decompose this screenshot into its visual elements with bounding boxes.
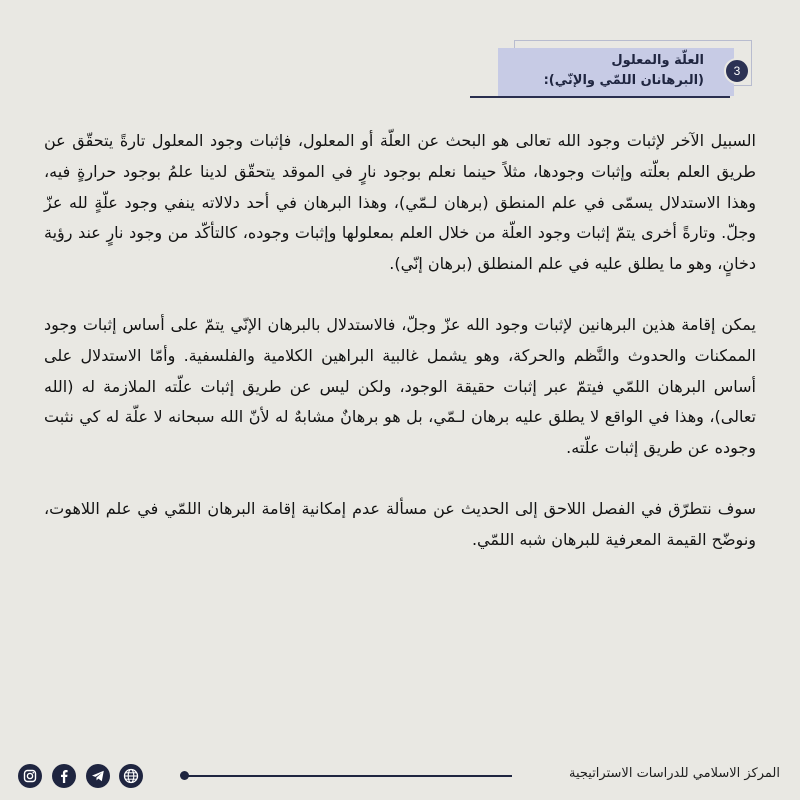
- footer-divider: [186, 775, 512, 777]
- globe-icon[interactable]: [119, 764, 143, 788]
- paragraph-1: السبيل الآخر لإثبات وجود الله تعالى هو البحث عن العلّة أو المعلول، فإثبات وجود المعلول تارةً يتحقّق عن طريق العلم بعلّته وإثبات وجودها، مثلاً حينما نعلم بوجود نارٍ في الموقد يتحقّق لدينا علمُ بوجود حرارةٍ فيه، وهذا الاستدلال يسمّى في علم المنطق (برهان لـمّي)، وهذا البرهان في أحد دلالاته ينفي وجود علّةٍ لله عزّ وجلّ. وتارةً أخرى يتمّ إثبات وجود العلّة من خلال العلم بمعلولها وإثبات وجوده، كالتأكّد من وجود نارٍ عند رؤية دخانٍ، وهو ما يطلق عليه في علم المنطلق (برهان إنّي).: [44, 131, 756, 274]
- facebook-icon[interactable]: [52, 764, 76, 788]
- footer-divider-dot: [180, 771, 189, 780]
- section-subtitle: (البرهانان اللمّي والإنّي):: [543, 73, 704, 88]
- paragraph-2: يمكن إقامة هذين البرهانين لإثبات وجود الله عزّ وجلّ، فالاستدلال بالبرهان الإنّي يتمّ على أساس إثبات وجود الممكنات والحدوث والنَّظم والحركة، وهو يشمل غالبية البراهين الكلامية والفلسفية. وأمّا الاستدلال على أساس البرهان اللمّي فيتمّ عبر إثبات حقيقة الوجود، ولكن ليس عن طريق إثبات علّته الملازمة له (الله تعالى)، وهذا في الواقع لا يطلق عليه برهان لـمّي، بل هو برهانٌ مشابهٌ له لأنّ الله سبحانه لا علّة له كي نثبت وجوده عن طريق إثبات علّته.: [44, 314, 756, 458]
- telegram-icon[interactable]: [86, 764, 110, 788]
- section-header: [498, 48, 734, 96]
- paragraph-3: سوف نتطرّق في الفصل اللاحق إلى الحديث عن مسألة عدم إمكانية إقامة البرهان اللمّي في علم اللاهوت، ونوضّح القيمة المعرفية للبرهان شبه اللمّي.: [44, 498, 756, 549]
- section-number-badge: 3: [724, 58, 750, 84]
- section-title: العلّة والمعلول: [611, 53, 704, 68]
- article-body: [44, 126, 756, 586]
- header-underline: [470, 96, 730, 98]
- footer-organization-name: المركز الاسلامي للدراسات الاستراتيجية: [568, 766, 780, 781]
- instagram-icon[interactable]: [18, 764, 42, 788]
